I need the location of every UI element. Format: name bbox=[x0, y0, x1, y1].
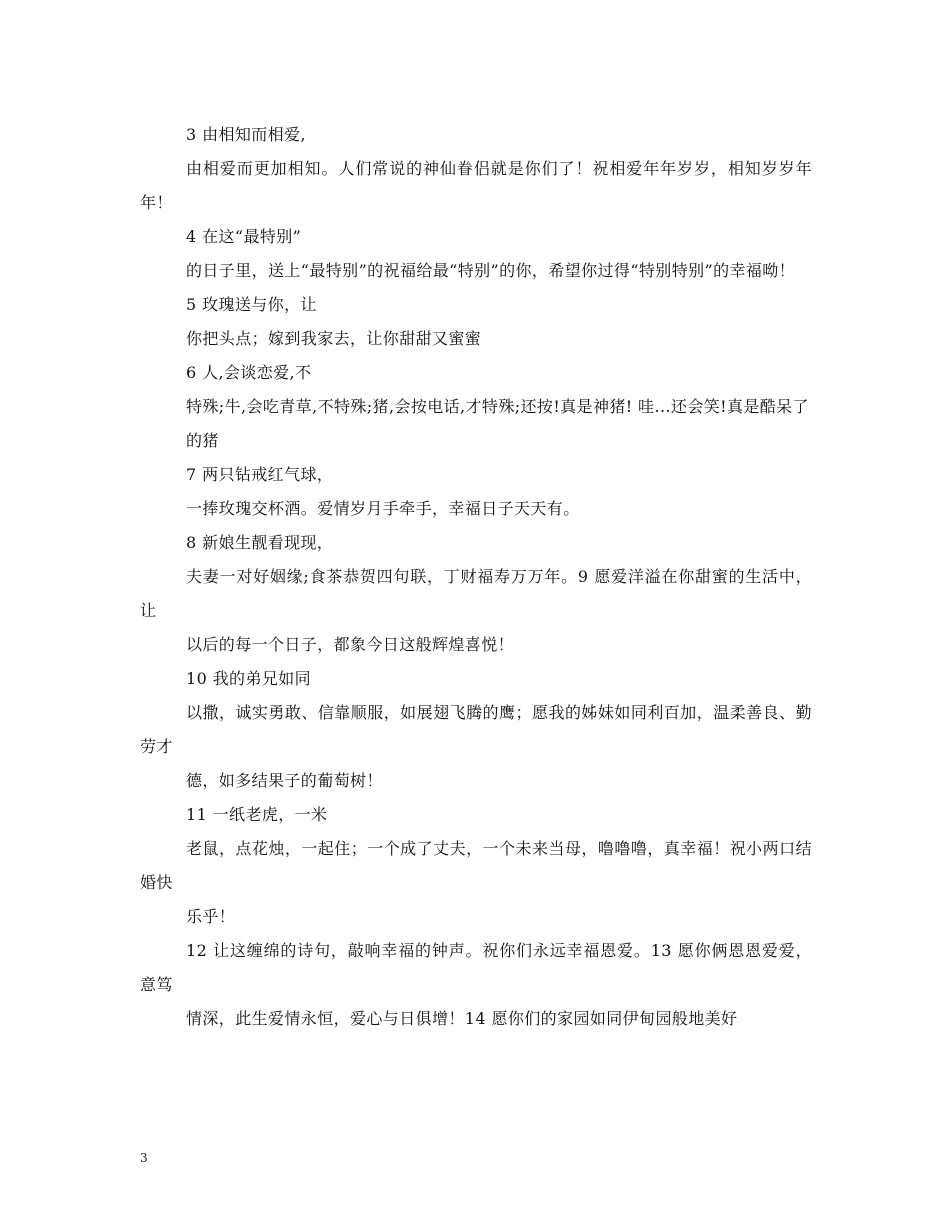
paragraph: 特殊;牛,会吃青草,不特殊;猪,会按电话,才特殊;还按!真是神猪! 哇...还会笑!真是酷呆了 bbox=[186, 397, 809, 416]
paragraph: 夫妻一对好姻缘;食茶恭贺四句联，丁财福寿万万年。9 愿爱洋溢在你甜蜜的生活中，让 bbox=[140, 567, 812, 620]
paragraph: 德，如多结果子的葡萄树！ bbox=[186, 771, 383, 790]
document-body bbox=[140, 118, 812, 1036]
paragraph: 情深，此生爱情永恒，爱心与日俱增！14 愿你们的家园如同伊甸园般地美好 bbox=[186, 1009, 738, 1028]
paragraph: 以后的每一个日子，都象今日这般辉煌喜悦！ bbox=[186, 635, 515, 654]
paragraph: 乐乎！ bbox=[186, 907, 236, 926]
paragraph: 一捧玫瑰交杯酒。爱情岁月手牵手，幸福日子天天有。 bbox=[186, 499, 580, 518]
paragraph: 由相爱而更加相知。人们常说的神仙眷侣就是你们了！祝相爱年年岁岁，相知岁岁年年！ bbox=[140, 159, 812, 212]
page-number: 3 bbox=[140, 1151, 148, 1165]
paragraph: 你把头点；嫁到我家去，让你甜甜又蜜蜜 bbox=[186, 329, 482, 348]
paragraph: 8 新娘生靓看现现， bbox=[186, 533, 334, 552]
paragraph: 4 在这“最特别” bbox=[186, 227, 302, 246]
paragraph: 10 我的弟兄如同 bbox=[186, 669, 312, 688]
paragraph: 7 两只钻戒红气球， bbox=[186, 465, 334, 484]
paragraph: 3 由相知而相爱, bbox=[186, 125, 306, 144]
paragraph: 6 人,会谈恋爱,不 bbox=[186, 363, 312, 382]
paragraph: 11 一纸老虎，一米 bbox=[186, 805, 328, 824]
paragraph: 12 让这缠绵的诗句，敲响幸福的钟声。祝你们永远幸福恩爱。13 愿你俩恩恩爱爱，意笃 bbox=[140, 941, 812, 994]
paragraph: 以撒，诚实勇敢、信靠顺服，如展翅飞腾的鹰；愿我的姊妹如同利百加，温柔善良、勤劳才 bbox=[140, 703, 812, 756]
paragraph: 的猪 bbox=[186, 431, 219, 450]
paragraph: 5 玫瑰送与你，让 bbox=[186, 295, 317, 314]
paragraph: 老鼠，点花烛，一起住；一个成了丈夫，一个未来当母，噜噜噜，真幸福！祝小两口结婚快 bbox=[140, 839, 812, 892]
paragraph: 的日子里，送上“最特别”的祝福给最“特别”的你，希望你过得“特别特别”的幸福呦！ bbox=[186, 261, 796, 280]
